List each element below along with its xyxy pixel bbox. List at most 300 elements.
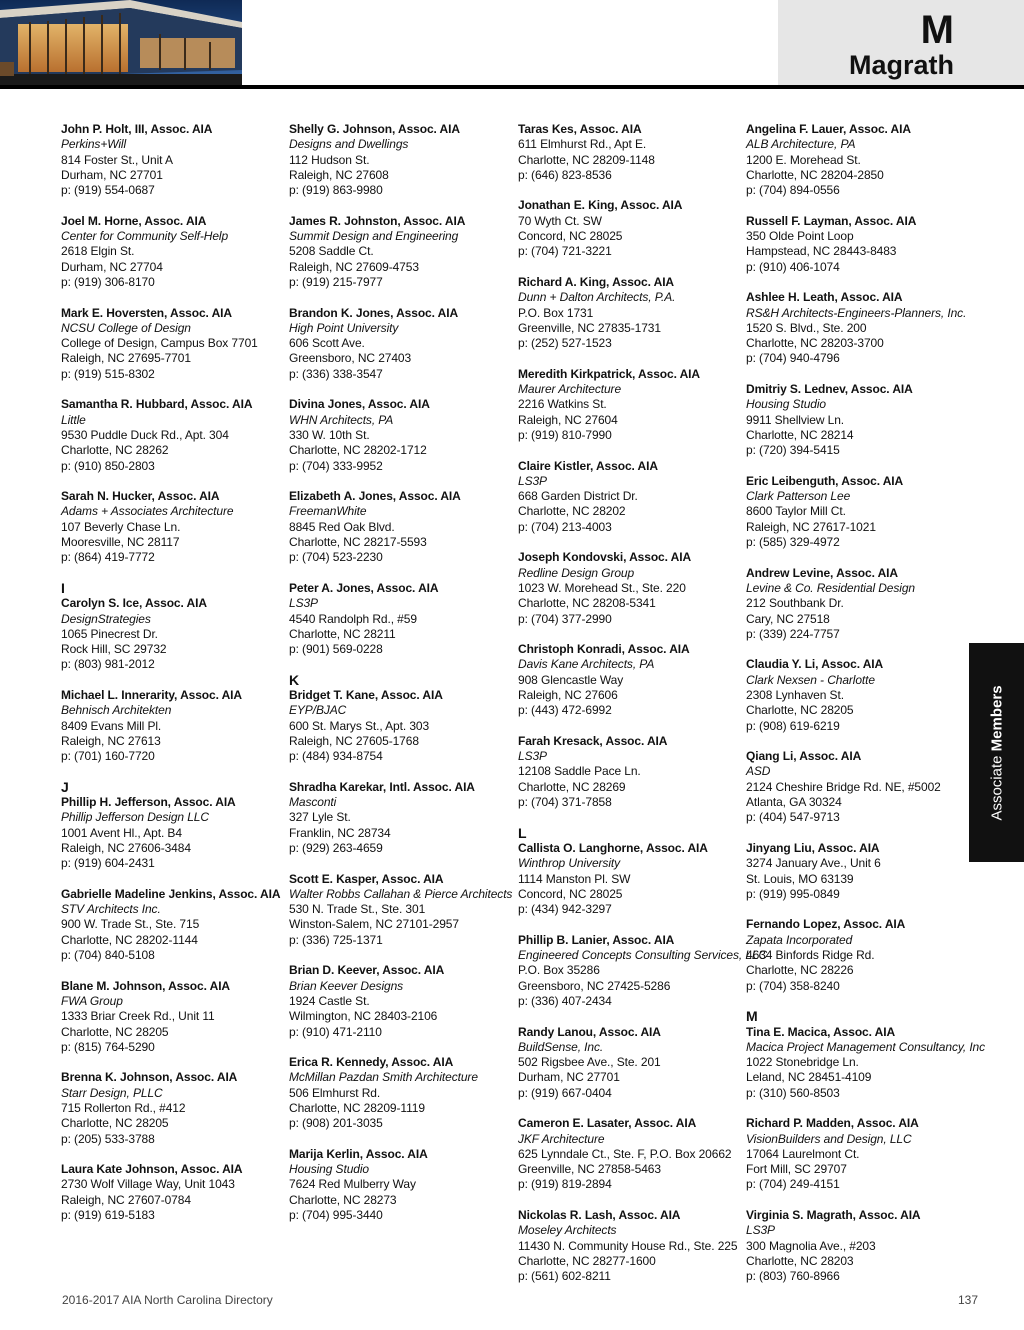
- member-organization: McMillan Pazdan Smith Architecture: [289, 1070, 478, 1085]
- member-name: Marija Kerlin, Assoc. AIA: [289, 1146, 428, 1161]
- member-name: Joel M. Horne, Assoc. AIA: [61, 213, 207, 228]
- member-organization: FreemanWhite: [289, 504, 367, 519]
- member-entry: [518, 642, 740, 718]
- member-entry: [289, 1147, 511, 1223]
- member-city-state-zip: Greensboro, NC 27425-5286: [518, 978, 671, 993]
- member-name: Eric Leibenguth, Assoc. AIA: [746, 473, 904, 488]
- member-address-line: 1200 E. Morehead St.: [746, 152, 861, 167]
- member-address-line: P.O. Box 1731: [518, 305, 594, 320]
- member-phone: p: (910) 471-2110: [289, 1024, 382, 1039]
- member-entry: [746, 214, 968, 275]
- section-range-name: Magrath: [848, 50, 954, 80]
- member-city-state-zip: Charlotte, NC 28217-5593: [289, 535, 427, 550]
- member-city-state-zip: Charlotte, NC 28202-1712: [289, 443, 427, 458]
- member-address-line: 1022 Stonebridge Ln.: [746, 1055, 859, 1070]
- side-tab-text: [988, 685, 1005, 820]
- member-address-line: 1333 Briar Creek Rd., Unit 11: [61, 1009, 215, 1024]
- section-label-panel: [778, 0, 1024, 85]
- member-phone: p: (704) 358-8240: [746, 978, 840, 993]
- member-address-line: 502 Rigsbee Ave., Ste. 201: [518, 1055, 661, 1070]
- member-entry: [289, 1055, 511, 1131]
- member-name: Jinyang Liu, Assoc. AIA: [746, 840, 880, 855]
- member-name: Dmitriy S. Lednev, Assoc. AIA: [746, 382, 913, 397]
- member-address-line: 900 W. Trade St., Ste. 715: [61, 917, 200, 932]
- member-organization: Moseley Architects: [518, 1223, 617, 1238]
- member-address-line: 8845 Red Oak Blvd.: [289, 519, 395, 534]
- member-name: Randy Lanou, Assoc. AIA: [518, 1024, 661, 1039]
- member-entry: [518, 1116, 740, 1192]
- member-name: Shradha Karekar, Intl. Assoc. AIA: [289, 779, 475, 794]
- member-city-state-zip: Greenville, NC 27835-1731: [518, 320, 661, 335]
- member-organization: Masconti: [289, 795, 337, 810]
- member-phone: p: (704) 371-7858: [518, 795, 612, 810]
- member-address-line: 625 Lynndale Ct., Ste. F, P.O. Box 20662: [518, 1146, 732, 1161]
- member-organization: STV Architects Inc.: [61, 902, 161, 917]
- member-entry: [61, 489, 283, 565]
- member-entry: [746, 657, 968, 733]
- member-entry: [289, 872, 511, 948]
- member-address-line: 327 Lyle St.: [289, 810, 351, 825]
- member-city-state-zip: Charlotte, NC 28203-3700: [746, 336, 884, 351]
- member-phone: p: (336) 407-2434: [518, 993, 612, 1008]
- member-name: Farah Kresack, Assoc. AIA: [518, 733, 668, 748]
- member-entry: [746, 917, 968, 993]
- member-name: Jonathan E. King, Assoc. AIA: [518, 198, 683, 213]
- member-entry: [518, 367, 740, 443]
- member-city-state-zip: Raleigh, NC 27606-3484: [61, 840, 191, 855]
- member-organization: Engineered Concepts Consulting Services, LLC: [518, 948, 768, 963]
- member-city-state-zip: Charlotte, NC 28204-2850: [746, 167, 884, 182]
- member-phone: p: (704) 995-3440: [289, 1208, 383, 1223]
- member-entry: [518, 459, 740, 535]
- member-entry: [61, 780, 283, 872]
- member-address-line: 2124 Cheshire Bridge Rd. NE, #5002: [746, 779, 941, 794]
- member-name: Mark E. Hoversten, Assoc. AIA: [61, 305, 232, 320]
- member-address-line: 4634 Binfords Ridge Rd.: [746, 948, 875, 963]
- member-name: Sarah N. Hucker, Assoc. AIA: [61, 489, 220, 504]
- member-city-state-zip: Charlotte, NC 28203: [746, 1253, 854, 1268]
- member-organization: Walter Robbs Callahan & Pierce Architects: [289, 886, 513, 901]
- member-phone: p: (434) 942-3297: [518, 902, 612, 917]
- member-organization: Center for Community Self-Help: [61, 229, 229, 244]
- member-city-state-zip: Rock Hill, SC 29732: [61, 642, 167, 657]
- member-organization: Winthrop University: [518, 856, 621, 871]
- member-city-state-zip: Charlotte, NC 28205: [746, 703, 854, 718]
- member-name: John P. Holt, III, Assoc. AIA: [61, 122, 213, 136]
- member-city-state-zip: Greenville, NC 27858-5463: [518, 1162, 661, 1177]
- side-tab-light: Associate: [988, 754, 1005, 821]
- member-address-line: 1065 Pinecrest Dr.: [61, 626, 158, 641]
- member-phone: p: (704) 721-3221: [518, 244, 612, 259]
- member-phone: p: (704) 249-4151: [746, 1177, 840, 1192]
- member-phone: p: (919) 995-0849: [746, 886, 840, 901]
- member-organization: NCSU College of Design: [61, 320, 191, 335]
- member-organization: WHN Architects, PA: [289, 412, 394, 427]
- member-address-line: 12108 Saddle Pace Ln.: [518, 764, 641, 779]
- member-address-line: 1520 S. Blvd., Ste. 200: [746, 320, 867, 335]
- member-entry: [61, 306, 283, 382]
- member-city-state-zip: Charlotte, NC 28262: [61, 443, 169, 458]
- building-photo: [0, 0, 242, 86]
- page-header: [0, 0, 1024, 88]
- member-phone: p: (339) 224-7757: [746, 626, 840, 641]
- member-organization: Davis Kane Architects, PA: [518, 657, 655, 672]
- member-entry: [289, 780, 511, 856]
- section-side-tab: [969, 643, 1024, 862]
- section-letter-heading: J: [61, 778, 69, 795]
- member-phone: p: (864) 419-7772: [61, 550, 155, 565]
- member-address-line: 9911 Shellview Ln.: [746, 412, 845, 427]
- member-phone: p: (704) 840-5108: [61, 948, 155, 963]
- member-address-line: 1924 Castle St.: [289, 993, 370, 1008]
- member-city-state-zip: Durham, NC 27704: [61, 259, 163, 274]
- member-name: Angelina F. Lauer, Assoc. AIA: [746, 122, 911, 136]
- footer-page-number: 137: [957, 1293, 978, 1307]
- member-entry: [289, 963, 511, 1039]
- member-name: Michael L. Innerarity, Assoc. AIA: [61, 687, 242, 702]
- member-organization: Zapata Incorporated: [746, 932, 853, 947]
- member-entry: [746, 566, 968, 642]
- member-city-state-zip: Charlotte, NC 28205: [61, 1024, 169, 1039]
- member-name: Nickolas R. Lash, Assoc. AIA: [518, 1208, 681, 1223]
- member-city-state-zip: Concord, NC 28025: [518, 229, 623, 244]
- member-phone: p: (585) 329-4972: [746, 535, 840, 550]
- member-address-line: 2618 Elgin St.: [61, 244, 135, 259]
- member-city-state-zip: Charlotte, NC 28208-5341: [518, 596, 656, 611]
- member-organization: Summit Design and Engineering: [289, 229, 459, 244]
- member-entry: [746, 122, 968, 198]
- member-phone: p: (908) 201-3035: [289, 1116, 383, 1131]
- member-name: Elizabeth A. Jones, Assoc. AIA: [289, 489, 461, 504]
- member-entry: [289, 673, 511, 765]
- member-address-line: 350 Olde Point Loop: [746, 229, 854, 244]
- member-organization: RS&H Architects-Engineers-Planners, Inc.: [746, 305, 967, 320]
- directory-column-2: [289, 122, 511, 1239]
- member-phone: p: (919) 215-7977: [289, 274, 383, 289]
- member-city-state-zip: Durham, NC 27701: [61, 167, 163, 182]
- member-organization: LS3P: [518, 749, 547, 764]
- member-phone: p: (205) 533-3788: [61, 1131, 155, 1146]
- member-address-line: 2216 Watkins St.: [518, 397, 607, 412]
- member-name: Claudia Y. Li, Assoc. AIA: [746, 657, 884, 672]
- member-phone: p: (910) 850-2803: [61, 458, 155, 473]
- member-phone: p: (704) 523-2230: [289, 550, 383, 565]
- member-phone: p: (704) 213-4003: [518, 519, 612, 534]
- member-phone: p: (803) 981-2012: [61, 657, 155, 672]
- member-entry: [289, 397, 511, 473]
- member-phone: p: (704) 333-9952: [289, 458, 383, 473]
- member-name: Phillip H. Jefferson, Assoc. AIA: [61, 795, 236, 810]
- member-phone: p: (252) 527-1523: [518, 336, 612, 351]
- member-address-line: 814 Foster St., Unit A: [61, 152, 173, 167]
- member-address-line: 212 Southbank Dr.: [746, 596, 844, 611]
- member-city-state-zip: Franklin, NC 28734: [289, 825, 391, 840]
- member-address-line: P.O. Box 35286: [518, 963, 600, 978]
- member-city-state-zip: Raleigh, NC 27607-0784: [61, 1192, 191, 1207]
- member-address-line: 506 Elmhurst Rd.: [289, 1085, 381, 1100]
- member-name: Shelly G. Johnson, Assoc. AIA: [289, 122, 460, 136]
- section-letter-heading: L: [518, 824, 527, 841]
- member-name: James R. Johnston, Assoc. AIA: [289, 213, 466, 228]
- member-organization: Behnisch Architekten: [61, 703, 172, 718]
- member-address-line: 530 N. Trade St., Ste. 301: [289, 902, 426, 917]
- member-entry: [746, 1116, 968, 1192]
- section-letter-heading: K: [289, 671, 300, 688]
- member-name: Brenna K. Johnson, Assoc. AIA: [61, 1070, 238, 1085]
- member-organization: High Point University: [289, 320, 399, 335]
- member-address-line: 715 Rollerton Rd., #412: [61, 1101, 186, 1115]
- member-address-line: 908 Glencastle Way: [518, 672, 624, 687]
- directory-column-1: [61, 122, 283, 1239]
- member-phone: p: (901) 569-0228: [289, 642, 383, 657]
- member-city-state-zip: Durham, NC 27701: [518, 1070, 620, 1085]
- member-entry: [61, 887, 283, 963]
- member-city-state-zip: Charlotte, NC 28211: [289, 626, 396, 641]
- member-city-state-zip: Charlotte, NC 28226: [746, 963, 854, 978]
- member-city-state-zip: Fort Mill, SC 29707: [746, 1162, 847, 1177]
- member-city-state-zip: Hampstead, NC 28443-8483: [746, 244, 897, 259]
- member-name: Christoph Konradi, Assoc. AIA: [518, 642, 690, 657]
- member-name: Scott E. Kasper, Assoc. AIA: [289, 871, 444, 886]
- member-city-state-zip: Mooresville, NC 28117: [61, 535, 180, 550]
- member-entry: [746, 841, 968, 902]
- member-organization: LS3P: [289, 596, 318, 611]
- member-organization: Phillip Jefferson Design LLC: [61, 810, 209, 825]
- member-organization: ALB Architecture, PA: [746, 137, 856, 152]
- member-organization: BuildSense, Inc.: [518, 1039, 604, 1054]
- member-address-line: 606 Scott Ave.: [289, 336, 365, 351]
- member-phone: p: (310) 560-8503: [746, 1085, 840, 1100]
- section-letter-heading: M: [746, 1008, 758, 1025]
- member-address-line: 112 Hudson St.: [289, 152, 370, 167]
- member-entry: [518, 932, 768, 1009]
- member-entry: [61, 1070, 283, 1146]
- member-address-line: 1114 Manston Pl. SW: [518, 871, 631, 886]
- member-organization: Housing Studio: [289, 1162, 369, 1177]
- member-organization: Perkins+Will: [61, 137, 127, 152]
- member-name: Qiang Li, Assoc. AIA: [746, 749, 862, 764]
- member-organization: JKF Architecture: [518, 1131, 605, 1146]
- member-organization: Maurer Architecture: [518, 382, 622, 397]
- member-entry: [61, 979, 283, 1055]
- member-entry: [518, 275, 740, 351]
- member-name: Andrew Levine, Assoc. AIA: [746, 565, 898, 580]
- member-phone: p: (919) 810-7990: [518, 427, 612, 442]
- member-name: Fernando Lopez, Assoc. AIA: [746, 917, 906, 932]
- member-entry: [289, 122, 511, 198]
- member-organization: DesignStrategies: [61, 611, 151, 626]
- member-organization: Dunn + Dalton Architects, P.A.: [518, 290, 676, 305]
- member-phone: p: (561) 602-8211: [518, 1269, 611, 1284]
- member-phone: p: (919) 667-0404: [518, 1085, 612, 1100]
- member-entry: [289, 214, 511, 290]
- member-entry: [518, 1025, 740, 1101]
- member-phone: p: (704) 377-2990: [518, 611, 612, 626]
- member-name: Cameron E. Lasater, Assoc. AIA: [518, 1116, 697, 1131]
- member-name: Richard P. Madden, Assoc. AIA: [746, 1116, 919, 1131]
- member-city-state-zip: Raleigh, NC 27606: [518, 687, 618, 702]
- member-entry: [61, 581, 283, 673]
- member-entry: [518, 734, 740, 810]
- member-address-line: 330 W. 10th St.: [289, 427, 370, 442]
- member-address-line: 17064 Laurelmont Ct.: [746, 1146, 860, 1161]
- member-city-state-zip: Raleigh, NC 27617-1021: [746, 519, 876, 534]
- member-address-line: 5208 Saddle Ct.: [289, 244, 374, 259]
- member-name: Brandon K. Jones, Assoc. AIA: [289, 305, 459, 320]
- member-name: Joseph Kondovski, Assoc. AIA: [518, 550, 692, 565]
- member-name: Brian D. Keever, Assoc. AIA: [289, 963, 445, 978]
- member-city-state-zip: Charlotte, NC 28209-1148: [518, 152, 655, 167]
- member-address-line: 8600 Taylor Mill Ct.: [746, 504, 846, 519]
- member-city-state-zip: Wilmington, NC 28403-2106: [289, 1009, 438, 1024]
- member-entry: [61, 397, 283, 473]
- member-city-state-zip: Greensboro, NC 27403: [289, 351, 412, 366]
- member-city-state-zip: Charlotte, NC 28202-1144: [61, 932, 198, 947]
- member-city-state-zip: Raleigh, NC 27613: [61, 733, 161, 748]
- member-name: Virginia S. Magrath, Assoc. AIA: [746, 1208, 921, 1223]
- member-phone: p: (336) 338-3547: [289, 366, 383, 381]
- member-name: Russell F. Layman, Assoc. AIA: [746, 213, 917, 228]
- member-city-state-zip: Raleigh, NC 27608: [289, 167, 389, 182]
- member-address-line: 668 Garden District Dr.: [518, 489, 638, 504]
- member-address-line: 300 Magnolia Ave., #203: [746, 1238, 876, 1253]
- member-address-line: College of Design, Campus Box 7701: [61, 336, 258, 351]
- member-phone: p: (720) 394-5415: [746, 443, 840, 458]
- member-address-line: 3274 January Ave., Unit 6: [746, 856, 881, 871]
- member-phone: p: (704) 894-0556: [746, 183, 840, 198]
- member-address-line: 70 Wyth Ct. SW: [518, 213, 602, 228]
- member-entry: [518, 122, 740, 183]
- member-entry: [289, 306, 511, 382]
- member-city-state-zip: Raleigh, NC 27609-4753: [289, 259, 419, 274]
- member-entry: [746, 474, 968, 550]
- member-organization: Clark Nexsen - Charlotte: [746, 672, 875, 687]
- member-name: Peter A. Jones, Assoc. AIA: [289, 580, 439, 595]
- member-address-line: 9530 Puddle Duck Rd., Apt. 304: [61, 427, 229, 442]
- member-organization: FWA Group: [61, 993, 123, 1008]
- member-organization: Levine & Co. Residential Design: [746, 580, 915, 595]
- member-name: Meredith Kirkpatrick, Assoc. AIA: [518, 366, 700, 381]
- member-organization: Clark Patterson Lee: [746, 489, 851, 504]
- member-entry: [289, 489, 511, 565]
- member-phone: p: (908) 619-6219: [746, 718, 840, 733]
- member-phone: p: (443) 472-6992: [518, 703, 612, 718]
- footer-directory-title: 2016-2017 AIA North Carolina Directory: [62, 1293, 273, 1307]
- member-address-line: 1023 W. Morehead St., Ste. 220: [518, 580, 686, 595]
- section-letter-heading: I: [61, 579, 65, 596]
- member-name: Blane M. Johnson, Assoc. AIA: [61, 978, 231, 993]
- member-phone: p: (701) 160-7720: [61, 749, 155, 764]
- member-organization: LS3P: [746, 1223, 775, 1238]
- member-phone: p: (704) 940-4796: [746, 351, 840, 366]
- member-name: Divina Jones, Assoc. AIA: [289, 397, 430, 412]
- member-entry: [746, 290, 968, 366]
- member-phone: p: (484) 934-8754: [289, 749, 383, 764]
- member-address-line: 8409 Evans Mill Pl.: [61, 718, 162, 733]
- side-tab-bold: Members: [988, 684, 1005, 751]
- member-entry: [518, 198, 740, 259]
- member-address-line: 107 Beverly Chase Ln.: [61, 519, 181, 534]
- member-entry: [746, 382, 968, 458]
- member-name: Richard A. King, Assoc. AIA: [518, 274, 674, 289]
- member-city-state-zip: Winston-Salem, NC 27101-2957: [289, 917, 459, 932]
- member-organization: EYP/BJAC: [289, 703, 347, 718]
- member-address-line: 2308 Lynhaven St.: [746, 687, 844, 702]
- member-address-line: 11430 N. Community House Rd., Ste. 225: [518, 1238, 738, 1253]
- member-name: Tina E. Macica, Assoc. AIA: [746, 1024, 896, 1039]
- member-city-state-zip: Concord, NC 28025: [518, 886, 623, 901]
- member-organization: LS3P: [518, 473, 547, 488]
- member-organization: VisionBuilders and Design, LLC: [746, 1131, 912, 1146]
- member-address-line: 2730 Wolf Village Way, Unit 1043: [61, 1177, 235, 1192]
- member-phone: p: (646) 823-8536: [518, 167, 612, 182]
- member-city-state-zip: Raleigh, NC 27605-1768: [289, 733, 419, 748]
- member-phone: p: (919) 306-8170: [61, 274, 155, 289]
- member-city-state-zip: St. Louis, MO 63139: [746, 871, 854, 886]
- member-organization: Macica Project Management Consultancy, Inc: [746, 1039, 986, 1054]
- member-name: Carolyn S. Ice, Assoc. AIA: [61, 596, 207, 611]
- member-organization: Housing Studio: [746, 397, 826, 412]
- member-name: Gabrielle Madeline Jenkins, Assoc. AIA: [61, 886, 281, 901]
- member-entry: [746, 749, 968, 825]
- section-letter: M: [920, 8, 954, 52]
- member-name: Phillip B. Lanier, Assoc. AIA: [518, 932, 675, 947]
- member-organization: ASD: [746, 764, 771, 779]
- member-city-state-zip: Charlotte, NC 28202: [518, 504, 626, 519]
- member-city-state-zip: Charlotte, NC 28277-1600: [518, 1253, 656, 1268]
- member-entry: [61, 214, 283, 290]
- member-organization: Adams + Associates Architecture: [61, 504, 234, 519]
- member-entry: [61, 1162, 283, 1223]
- member-address-line: 1001 Avent Hl., Apt. B4: [61, 825, 182, 840]
- member-city-state-zip: Raleigh, NC 27604: [518, 412, 618, 427]
- member-phone: p: (919) 819-2894: [518, 1177, 612, 1192]
- member-entry: [518, 550, 740, 626]
- member-city-state-zip: Charlotte, NC 28209-1119: [289, 1101, 425, 1115]
- member-organization: Designs and Dwellings: [289, 137, 409, 152]
- member-city-state-zip: Charlotte, NC 28269: [518, 779, 626, 794]
- member-phone: p: (815) 764-5290: [61, 1039, 155, 1054]
- member-entry: [518, 826, 740, 918]
- member-name: Laura Kate Johnson, Assoc. AIA: [61, 1162, 243, 1177]
- member-address-line: 4540 Randolph Rd., #59: [289, 611, 417, 626]
- member-entry: [746, 1208, 968, 1284]
- member-phone: p: (910) 406-1074: [746, 259, 840, 274]
- member-address-line: 600 St. Marys St., Apt. 303: [289, 718, 430, 733]
- member-city-state-zip: Leland, NC 28451-4109: [746, 1070, 872, 1085]
- header-rule: [0, 85, 1024, 89]
- member-entry: [289, 581, 511, 657]
- member-entry: [61, 688, 283, 764]
- member-name: Erica R. Kennedy, Assoc. AIA: [289, 1055, 454, 1070]
- member-phone: p: (919) 515-8302: [61, 366, 155, 381]
- member-address-line: 7624 Red Mulberry Way: [289, 1177, 416, 1192]
- member-organization: Little: [61, 412, 86, 427]
- member-phone: p: (929) 263-4659: [289, 840, 383, 855]
- member-organization: Brian Keever Designs: [289, 978, 404, 993]
- member-name: Bridget T. Kane, Assoc. AIA: [289, 687, 443, 702]
- member-phone: p: (919) 863-9980: [289, 183, 383, 198]
- member-organization: Redline Design Group: [518, 565, 635, 580]
- member-name: Claire Kistler, Assoc. AIA: [518, 458, 658, 473]
- member-city-state-zip: Raleigh, NC 27695-7701: [61, 351, 191, 366]
- member-city-state-zip: Charlotte, NC 28205: [61, 1116, 169, 1131]
- member-name: Callista O. Langhorne, Assoc. AIA: [518, 840, 708, 855]
- member-city-state-zip: Charlotte, NC 28214: [746, 427, 854, 442]
- member-name: Taras Kes, Assoc. AIA: [518, 122, 642, 136]
- member-city-state-zip: Cary, NC 27518: [746, 611, 830, 626]
- member-phone: p: (336) 725-1371: [289, 932, 383, 947]
